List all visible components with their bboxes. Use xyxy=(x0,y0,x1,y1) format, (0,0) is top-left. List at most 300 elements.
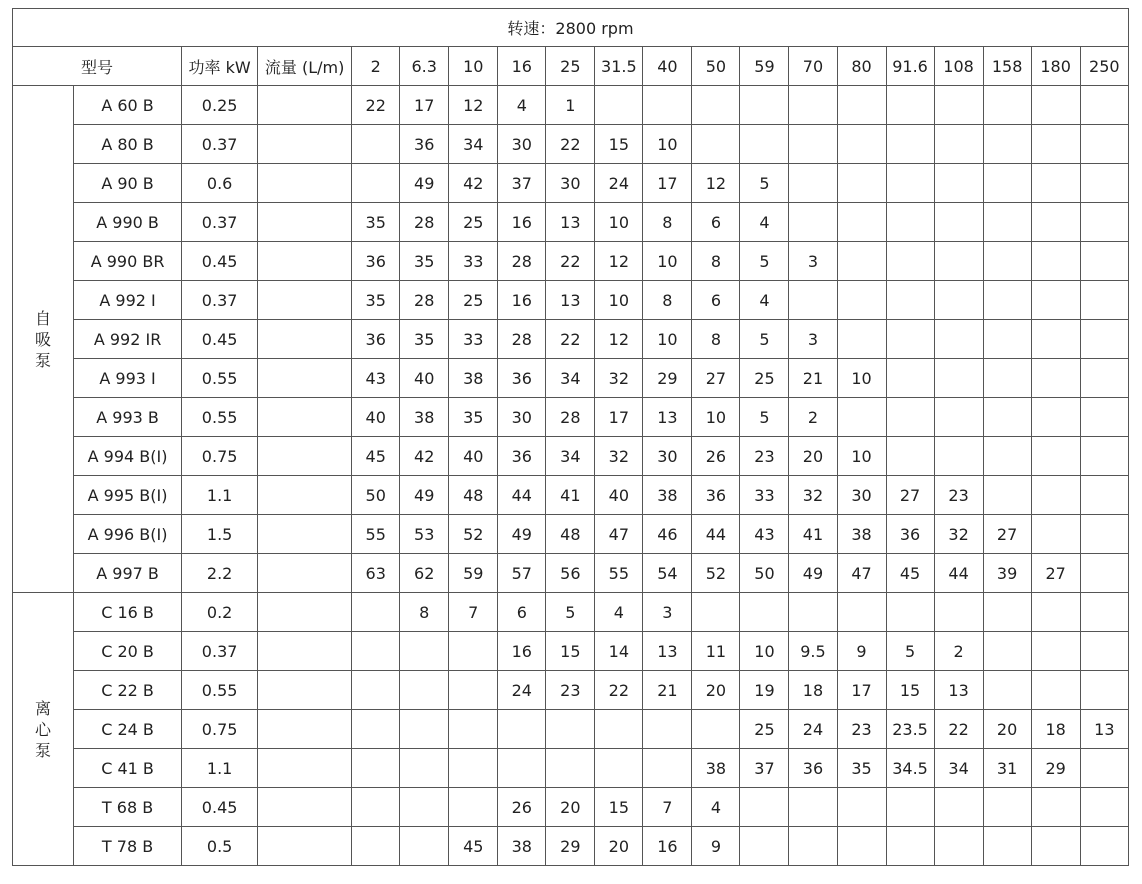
table-row xyxy=(13,515,1129,554)
head-value-cell: 59 xyxy=(449,554,498,593)
head-value-cell xyxy=(837,827,886,866)
table-row xyxy=(13,554,1129,593)
head-value-cell xyxy=(546,710,595,749)
table-row xyxy=(13,671,1129,710)
power-cell: 1.1 xyxy=(182,749,258,788)
head-value-cell xyxy=(498,749,546,788)
head-value-cell: 54 xyxy=(643,554,692,593)
head-value-cell xyxy=(1080,632,1128,671)
head-value-cell: 25 xyxy=(740,710,789,749)
head-value-cell xyxy=(1031,515,1080,554)
head-value-cell: 28 xyxy=(400,281,449,320)
head-value-cell: 12 xyxy=(595,242,643,281)
head-value-cell: 12 xyxy=(449,86,498,125)
head-value-cell: 15 xyxy=(886,671,934,710)
model-cell: A 993 B xyxy=(74,398,182,437)
head-value-cell: 36 xyxy=(692,476,740,515)
head-value-cell xyxy=(983,398,1031,437)
head-value-cell xyxy=(886,203,934,242)
flow-value-header: 6.3 xyxy=(400,47,449,86)
head-value-cell xyxy=(886,164,934,203)
head-value-cell xyxy=(886,593,934,632)
table-row xyxy=(13,86,1129,125)
flow-value-header: 10 xyxy=(449,47,498,86)
head-value-cell xyxy=(983,359,1031,398)
head-value-cell: 20 xyxy=(692,671,740,710)
head-value-cell: 29 xyxy=(546,827,595,866)
model-cell: A 996 B(I) xyxy=(74,515,182,554)
head-value-cell xyxy=(740,827,789,866)
head-value-cell xyxy=(1080,242,1128,281)
head-value-cell: 29 xyxy=(1031,749,1080,788)
head-value-cell: 27 xyxy=(692,359,740,398)
head-value-cell: 5 xyxy=(740,398,789,437)
head-value-cell: 46 xyxy=(643,515,692,554)
head-value-cell xyxy=(595,86,643,125)
head-value-cell xyxy=(983,788,1031,827)
head-value-cell: 20 xyxy=(789,437,837,476)
head-value-cell: 16 xyxy=(643,827,692,866)
head-value-cell: 26 xyxy=(692,437,740,476)
head-value-cell: 7 xyxy=(449,593,498,632)
head-value-cell xyxy=(934,164,983,203)
head-value-cell: 36 xyxy=(352,242,400,281)
head-value-cell: 26 xyxy=(498,788,546,827)
head-value-cell: 63 xyxy=(352,554,400,593)
flow-value-header: 59 xyxy=(740,47,789,86)
model-cell: C 24 B xyxy=(74,710,182,749)
head-value-cell xyxy=(983,632,1031,671)
head-value-cell xyxy=(837,320,886,359)
head-value-cell xyxy=(400,749,449,788)
head-value-cell: 38 xyxy=(643,476,692,515)
table-row xyxy=(13,164,1129,203)
head-value-cell: 48 xyxy=(449,476,498,515)
table-row xyxy=(13,398,1129,437)
head-value-cell xyxy=(934,86,983,125)
power-cell: 0.45 xyxy=(182,320,258,359)
head-value-cell: 13 xyxy=(643,398,692,437)
head-value-cell: 23 xyxy=(546,671,595,710)
head-value-cell: 34 xyxy=(934,749,983,788)
power-cell: 0.55 xyxy=(182,398,258,437)
head-value-cell: 45 xyxy=(352,437,400,476)
head-value-cell xyxy=(449,632,498,671)
head-value-cell xyxy=(983,320,1031,359)
head-value-cell xyxy=(1080,125,1128,164)
flow-blank-cell xyxy=(258,554,352,593)
head-value-cell: 11 xyxy=(692,632,740,671)
head-value-cell xyxy=(934,788,983,827)
head-value-cell: 37 xyxy=(498,164,546,203)
head-value-cell xyxy=(692,593,740,632)
model-cell: A 997 B xyxy=(74,554,182,593)
head-value-cell: 17 xyxy=(595,398,643,437)
table-row xyxy=(13,710,1129,749)
head-value-cell: 49 xyxy=(498,515,546,554)
model-cell: C 41 B xyxy=(74,749,182,788)
speed-row xyxy=(13,9,1129,47)
head-value-cell: 25 xyxy=(449,203,498,242)
head-value-cell xyxy=(1080,398,1128,437)
head-value-cell: 6 xyxy=(692,281,740,320)
head-value-cell xyxy=(789,788,837,827)
model-cell: A 993 I xyxy=(74,359,182,398)
head-value-cell: 4 xyxy=(498,86,546,125)
model-cell: C 20 B xyxy=(74,632,182,671)
head-value-cell: 52 xyxy=(449,515,498,554)
head-value-cell xyxy=(837,86,886,125)
head-value-cell: 49 xyxy=(400,164,449,203)
head-value-cell: 18 xyxy=(789,671,837,710)
table-row xyxy=(13,203,1129,242)
model-cell: A 992 IR xyxy=(74,320,182,359)
head-value-cell: 29 xyxy=(643,359,692,398)
head-value-cell: 44 xyxy=(692,515,740,554)
head-value-cell: 17 xyxy=(837,671,886,710)
head-value-cell: 53 xyxy=(400,515,449,554)
head-value-cell xyxy=(1080,515,1128,554)
head-value-cell: 22 xyxy=(546,320,595,359)
flow-blank-cell xyxy=(258,515,352,554)
head-value-cell xyxy=(1031,242,1080,281)
flow-header: 流量 (L/m) xyxy=(258,47,352,86)
model-cell: T 78 B xyxy=(74,827,182,866)
head-value-cell xyxy=(352,671,400,710)
head-value-cell xyxy=(1080,671,1128,710)
head-value-cell: 50 xyxy=(352,476,400,515)
head-value-cell: 30 xyxy=(546,164,595,203)
model-cell: A 990 B xyxy=(74,203,182,242)
head-value-cell xyxy=(400,827,449,866)
flow-blank-cell xyxy=(258,398,352,437)
head-value-cell xyxy=(1031,125,1080,164)
head-value-cell: 50 xyxy=(740,554,789,593)
head-value-cell xyxy=(1031,281,1080,320)
head-value-cell xyxy=(934,203,983,242)
head-value-cell xyxy=(1031,398,1080,437)
head-value-cell xyxy=(740,86,789,125)
head-value-cell xyxy=(1031,788,1080,827)
head-value-cell: 35 xyxy=(352,203,400,242)
head-value-cell xyxy=(400,671,449,710)
head-value-cell: 16 xyxy=(498,632,546,671)
head-value-cell: 25 xyxy=(449,281,498,320)
head-value-cell: 22 xyxy=(934,710,983,749)
head-value-cell: 34.5 xyxy=(886,749,934,788)
head-value-cell xyxy=(546,749,595,788)
head-value-cell xyxy=(1031,320,1080,359)
head-value-cell: 20 xyxy=(983,710,1031,749)
head-value-cell: 55 xyxy=(595,554,643,593)
head-value-cell xyxy=(789,164,837,203)
head-value-cell: 28 xyxy=(546,398,595,437)
flow-blank-cell xyxy=(258,671,352,710)
head-value-cell: 40 xyxy=(352,398,400,437)
pump-type-char: 自 xyxy=(35,308,52,328)
head-value-cell: 32 xyxy=(595,359,643,398)
head-value-cell: 39 xyxy=(983,554,1031,593)
power-cell: 0.37 xyxy=(182,203,258,242)
head-value-cell xyxy=(886,827,934,866)
head-value-cell: 23 xyxy=(934,476,983,515)
table-row xyxy=(13,437,1129,476)
head-value-cell xyxy=(449,749,498,788)
head-value-cell: 9.5 xyxy=(789,632,837,671)
head-value-cell xyxy=(1031,359,1080,398)
head-value-cell xyxy=(1031,437,1080,476)
flow-value-header: 180 xyxy=(1031,47,1080,86)
table-row xyxy=(13,827,1129,866)
head-value-cell xyxy=(400,788,449,827)
table-row xyxy=(13,788,1129,827)
flow-blank-cell xyxy=(258,320,352,359)
head-value-cell xyxy=(1080,86,1128,125)
head-value-cell: 24 xyxy=(789,710,837,749)
head-value-cell xyxy=(352,125,400,164)
table-row xyxy=(13,359,1129,398)
head-value-cell: 3 xyxy=(643,593,692,632)
head-value-cell: 12 xyxy=(692,164,740,203)
model-cell: A 80 B xyxy=(74,125,182,164)
head-value-cell: 28 xyxy=(498,242,546,281)
flow-blank-cell xyxy=(258,164,352,203)
model-cell: C 22 B xyxy=(74,671,182,710)
flow-value-header: 40 xyxy=(643,47,692,86)
head-value-cell xyxy=(1080,164,1128,203)
flow-value-header: 16 xyxy=(498,47,546,86)
head-value-cell: 48 xyxy=(546,515,595,554)
flow-value-header: 70 xyxy=(789,47,837,86)
power-cell: 0.5 xyxy=(182,827,258,866)
head-value-cell: 5 xyxy=(886,632,934,671)
head-value-cell xyxy=(1080,554,1128,593)
model-header: 型号 xyxy=(13,47,182,86)
head-value-cell xyxy=(1080,827,1128,866)
head-value-cell xyxy=(983,593,1031,632)
head-value-cell xyxy=(1031,671,1080,710)
flow-value-header: 50 xyxy=(692,47,740,86)
head-value-cell: 22 xyxy=(546,242,595,281)
head-value-cell xyxy=(352,632,400,671)
head-value-cell: 56 xyxy=(546,554,595,593)
head-value-cell xyxy=(983,476,1031,515)
head-value-cell: 38 xyxy=(449,359,498,398)
power-cell: 0.55 xyxy=(182,359,258,398)
head-value-cell: 41 xyxy=(546,476,595,515)
head-value-cell xyxy=(692,710,740,749)
head-value-cell: 34 xyxy=(546,437,595,476)
head-value-cell xyxy=(983,86,1031,125)
table-row xyxy=(13,593,1129,632)
head-value-cell xyxy=(789,827,837,866)
table-row xyxy=(13,320,1129,359)
head-value-cell: 17 xyxy=(400,86,449,125)
head-value-cell: 9 xyxy=(692,827,740,866)
head-value-cell xyxy=(1080,281,1128,320)
head-value-cell xyxy=(1080,203,1128,242)
pump-type-char: 泵 xyxy=(35,740,52,760)
head-value-cell: 35 xyxy=(352,281,400,320)
pump-type-label xyxy=(13,86,74,593)
head-value-cell: 27 xyxy=(1031,554,1080,593)
head-value-cell xyxy=(352,593,400,632)
head-value-cell xyxy=(983,671,1031,710)
speed-label: 转速：2800 rpm xyxy=(13,9,1129,47)
head-value-cell: 24 xyxy=(595,164,643,203)
head-value-cell xyxy=(1080,359,1128,398)
head-value-cell: 6 xyxy=(692,203,740,242)
head-value-cell: 52 xyxy=(692,554,740,593)
head-value-cell: 10 xyxy=(643,320,692,359)
head-value-cell xyxy=(1080,593,1128,632)
head-value-cell: 31 xyxy=(983,749,1031,788)
head-value-cell xyxy=(837,164,886,203)
head-value-cell: 5 xyxy=(740,320,789,359)
head-value-cell xyxy=(498,710,546,749)
head-value-cell: 4 xyxy=(692,788,740,827)
head-value-cell: 30 xyxy=(498,398,546,437)
head-value-cell: 21 xyxy=(643,671,692,710)
head-value-cell: 57 xyxy=(498,554,546,593)
head-value-cell: 28 xyxy=(498,320,546,359)
power-cell: 0.37 xyxy=(182,632,258,671)
head-value-cell xyxy=(740,593,789,632)
head-value-cell xyxy=(595,749,643,788)
head-value-cell: 5 xyxy=(740,164,789,203)
head-value-cell xyxy=(1080,788,1128,827)
head-value-cell: 23.5 xyxy=(886,710,934,749)
head-value-cell: 43 xyxy=(352,359,400,398)
head-value-cell xyxy=(1031,164,1080,203)
head-value-cell xyxy=(983,242,1031,281)
head-value-cell: 32 xyxy=(789,476,837,515)
power-cell: 0.75 xyxy=(182,710,258,749)
flow-value-header: 108 xyxy=(934,47,983,86)
head-value-cell: 10 xyxy=(643,242,692,281)
head-value-cell: 8 xyxy=(643,281,692,320)
head-value-cell: 35 xyxy=(400,320,449,359)
head-value-cell: 3 xyxy=(789,242,837,281)
head-value-cell: 7 xyxy=(643,788,692,827)
head-value-cell xyxy=(886,242,934,281)
head-value-cell xyxy=(1080,476,1128,515)
head-value-cell: 32 xyxy=(934,515,983,554)
head-value-cell: 4 xyxy=(740,281,789,320)
power-cell: 0.45 xyxy=(182,242,258,281)
head-value-cell: 5 xyxy=(546,593,595,632)
head-value-cell: 10 xyxy=(692,398,740,437)
head-value-cell: 13 xyxy=(934,671,983,710)
head-value-cell xyxy=(400,710,449,749)
head-value-cell xyxy=(1031,632,1080,671)
flow-blank-cell xyxy=(258,437,352,476)
head-value-cell xyxy=(692,86,740,125)
head-value-cell: 14 xyxy=(595,632,643,671)
head-value-cell xyxy=(886,281,934,320)
head-value-cell: 47 xyxy=(837,554,886,593)
head-value-cell xyxy=(1031,203,1080,242)
head-value-cell xyxy=(934,398,983,437)
head-value-cell: 33 xyxy=(449,242,498,281)
power-cell: 1.5 xyxy=(182,515,258,554)
head-value-cell xyxy=(983,281,1031,320)
head-value-cell: 22 xyxy=(595,671,643,710)
head-value-cell: 43 xyxy=(740,515,789,554)
head-value-cell: 40 xyxy=(400,359,449,398)
head-value-cell: 10 xyxy=(740,632,789,671)
head-value-cell xyxy=(837,593,886,632)
head-value-cell xyxy=(789,203,837,242)
head-value-cell xyxy=(934,827,983,866)
flow-blank-cell xyxy=(258,125,352,164)
head-value-cell xyxy=(983,203,1031,242)
head-value-cell: 13 xyxy=(546,281,595,320)
model-cell: C 16 B xyxy=(74,593,182,632)
head-value-cell: 12 xyxy=(595,320,643,359)
head-value-cell: 38 xyxy=(400,398,449,437)
head-value-cell: 36 xyxy=(352,320,400,359)
head-value-cell: 15 xyxy=(595,788,643,827)
head-value-cell: 16 xyxy=(498,203,546,242)
flow-blank-cell xyxy=(258,86,352,125)
flow-value-header: 31.5 xyxy=(595,47,643,86)
head-value-cell xyxy=(352,827,400,866)
head-value-cell: 44 xyxy=(934,554,983,593)
head-value-cell xyxy=(983,164,1031,203)
power-cell: 0.6 xyxy=(182,164,258,203)
head-value-cell xyxy=(1031,827,1080,866)
model-cell: T 68 B xyxy=(74,788,182,827)
head-value-cell xyxy=(789,281,837,320)
head-value-cell: 33 xyxy=(449,320,498,359)
table-row xyxy=(13,632,1129,671)
head-value-cell xyxy=(400,632,449,671)
head-value-cell: 36 xyxy=(498,359,546,398)
head-value-cell xyxy=(595,710,643,749)
head-value-cell xyxy=(1031,593,1080,632)
head-value-cell: 10 xyxy=(595,281,643,320)
head-value-cell: 36 xyxy=(789,749,837,788)
head-value-cell: 9 xyxy=(837,632,886,671)
head-value-cell: 41 xyxy=(789,515,837,554)
head-value-cell: 17 xyxy=(643,164,692,203)
flow-blank-cell xyxy=(258,476,352,515)
head-value-cell: 16 xyxy=(498,281,546,320)
head-value-cell: 62 xyxy=(400,554,449,593)
head-value-cell: 44 xyxy=(498,476,546,515)
head-value-cell: 36 xyxy=(400,125,449,164)
head-value-cell: 36 xyxy=(498,437,546,476)
head-value-cell: 33 xyxy=(740,476,789,515)
head-value-cell xyxy=(352,164,400,203)
flow-blank-cell xyxy=(258,632,352,671)
head-value-cell: 38 xyxy=(498,827,546,866)
table-row xyxy=(13,476,1129,515)
head-value-cell xyxy=(789,86,837,125)
model-cell: A 60 B xyxy=(74,86,182,125)
head-value-cell: 55 xyxy=(352,515,400,554)
head-value-cell xyxy=(740,125,789,164)
head-value-cell: 5 xyxy=(740,242,789,281)
pump-type-char: 离 xyxy=(35,698,52,718)
head-value-cell: 36 xyxy=(886,515,934,554)
head-value-cell: 8 xyxy=(692,242,740,281)
head-value-cell: 19 xyxy=(740,671,789,710)
head-value-cell: 47 xyxy=(595,515,643,554)
head-value-cell: 2 xyxy=(789,398,837,437)
head-value-cell xyxy=(934,281,983,320)
